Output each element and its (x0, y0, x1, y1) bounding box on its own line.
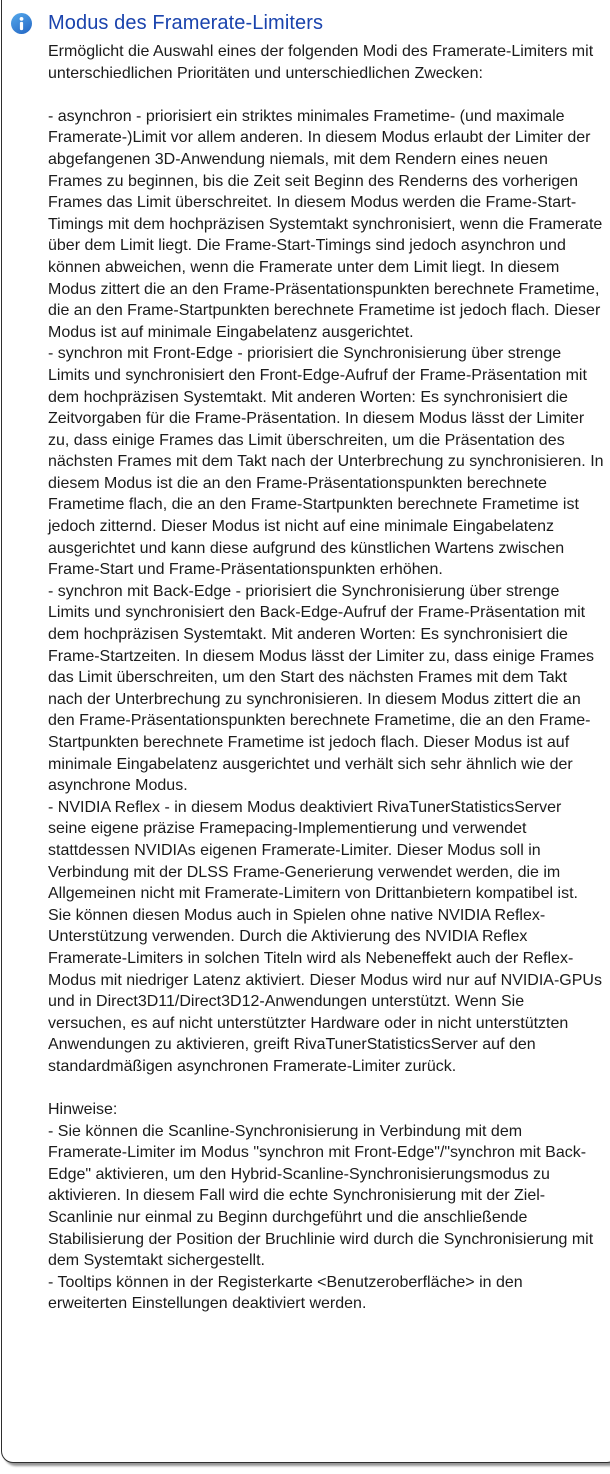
mode-asynchron-paragraph: - asynchron - priorisiert ein striktes minimales Frametime- (und maximale Framerate-)Limit vor allem anderen. In diesem Modus erlaubt der Limiter der abgefangenen 3D-Anwendung niemals, mit dem Rendern eines neuen Frames zu beginnen, bis die Zeit seit Beginn des Renderns des vorherigen Frames das Limit überschreitet. In diesem Modus werden die Frame-Start-Timings mit dem hochpräzisen Systemtakt synchronisiert, wenn die Framerate über dem Limit liegt. Die Frame-Start-Timings sind jedoch asynchron und können abweichen, wenn die Framerate unter dem Limit liegt. In diesem Modus zittert die an den Frame-Präsentationspunkten berechnete Frametime, die an den Frame-Startpunkten berechnete Frametime ist jedoch flach. Dieser Modus ist auf minimale Eingabelatenz ausgerichtet. (48, 107, 603, 341)
mode-nvidia-reflex-paragraph: - NVIDIA Reflex - in diesem Modus deaktiviert RivaTunerStatisticsServer seine eigene präzise Framepacing-Implementierung und verwendet stattdessen NVIDIAs eigenen Framerate-Limiter. Dieser Modus soll in Verbindung mit der DLSS Frame-Generierung verwendet werden, die im Allgemeinen nicht mit Framerate-Limitern von Drittanbietern kompatibel ist. Sie können diesen Modus auch in Spielen ohne native NVIDIA Reflex-Unterstützung verwenden. Durch die Aktivierung des NVIDIA Reflex Framerate-Limiters in solchen Titeln wird als Nebeneffekt auch der Reflex-Modus mit niedriger Latenz aktiviert. Dieser Modus wird nur auf NVIDIA-GPUs und in Direct3D11/Direct3D12-Anwendungen unterstützt. Wenn Sie versuchen, es auf nicht unterstützter Hardware oder in nicht unterstützten Anwendungen zu aktivieren, greift RivaTunerStatisticsServer auf den standardmäßigen asynchronen Framerate-Limiter zurück. (48, 798, 602, 1075)
notes-label: Hinweise: (48, 1101, 118, 1119)
tooltip-balloon (1, 0, 610, 1463)
mode-synchron-front-edge-paragraph: - synchron mit Front-Edge - priorisiert die Synchronisierung über strenge Limits und synchronisiert den Front-Edge-Aufruf der Frame-Präsentation mit dem hochpräzisen Systemtakt. Mit anderen Worten: Es synchronisiert die Zeitvorgaben für die Frame-Präsentation. In diesem Modus lässt der Limiter zu, dass einige Frames das Limit überschreiten, um die Präsentation des nächsten Frames mit dem Takt nach der Unterbrechung zu synchronisieren. In diesem Modus ist die an den Frame-Präsentationspunkten berechnete Frametime flach, die an den Frame-Startpunkten berechnete Frametime ist jedoch zitternd. Dieser Modus ist nicht auf eine minimale Eingabelatenz ausgerichtet und kann diese aufgrund des künstlichen Wartens zwischen Frame-Start und Frame-Präsentationspunkten erhöhen. (48, 345, 604, 579)
note-tooltips-disable-paragraph: - Tooltips können in der Registerkarte <Benutzeroberfläche> in den erweiterten Einstellungen deaktiviert werden. (48, 1273, 523, 1313)
tooltip-header (2, 10, 610, 36)
info-icon (11, 13, 32, 34)
mode-synchron-back-edge-paragraph: - synchron mit Back-Edge - priorisiert die Synchronisierung über strenge Limits und synchronisiert den Back-Edge-Aufruf der Frame-Präsentation mit dem hochpräzisen Systemtakt. Mit anderen Worten: Es synchronisiert die Frame-Startzeiten. In diesem Modus lässt der Limiter zu, dass einige Frames das Limit überschreiten, um den Start des nächsten Frames mit dem Takt nach der Unterbrechung zu synchronisieren. In diesem Modus zittert die an den Frame-Präsentationspunkten berechnete Frametime, die an den Frame-Startpunkten berechnete Frametime ist jedoch flach. Dieser Modus ist auf minimale Eingabelatenz ausgerichtet und verhält sich sehr ähnlich wie der asynchrone Modus. (48, 582, 594, 795)
tooltip-intro-text: Ermöglicht die Auswahl eines der folgenden Modi des Framerate-Limiters mit unterschiedlichen Prioritäten und unterschiedlichen Zwecken: (48, 43, 594, 82)
note-scanline-sync-paragraph: - Sie können die Scanline-Synchronisierung in Verbindung mit dem Framerate-Limiter im Modus "synchron mit Front-Edge"/"synchron mit Back-Edge" aktivieren, um den Hybrid-Scanline-Synchronisierungsmodus zu aktivieren. In diesem Fall wird die echte Synchronisierung mit der Ziel-Scanlinie nur einmal zu Beginn durchgeführt und die anschließende Stabilisierung der Position der Bruchlinie wird durch die Synchronisierung mit dem Systemtakt sichergestellt. (48, 1122, 594, 1270)
tooltip-title: Modus des Framerate-Limiters (48, 12, 324, 34)
tooltip-body (48, 41, 604, 1315)
